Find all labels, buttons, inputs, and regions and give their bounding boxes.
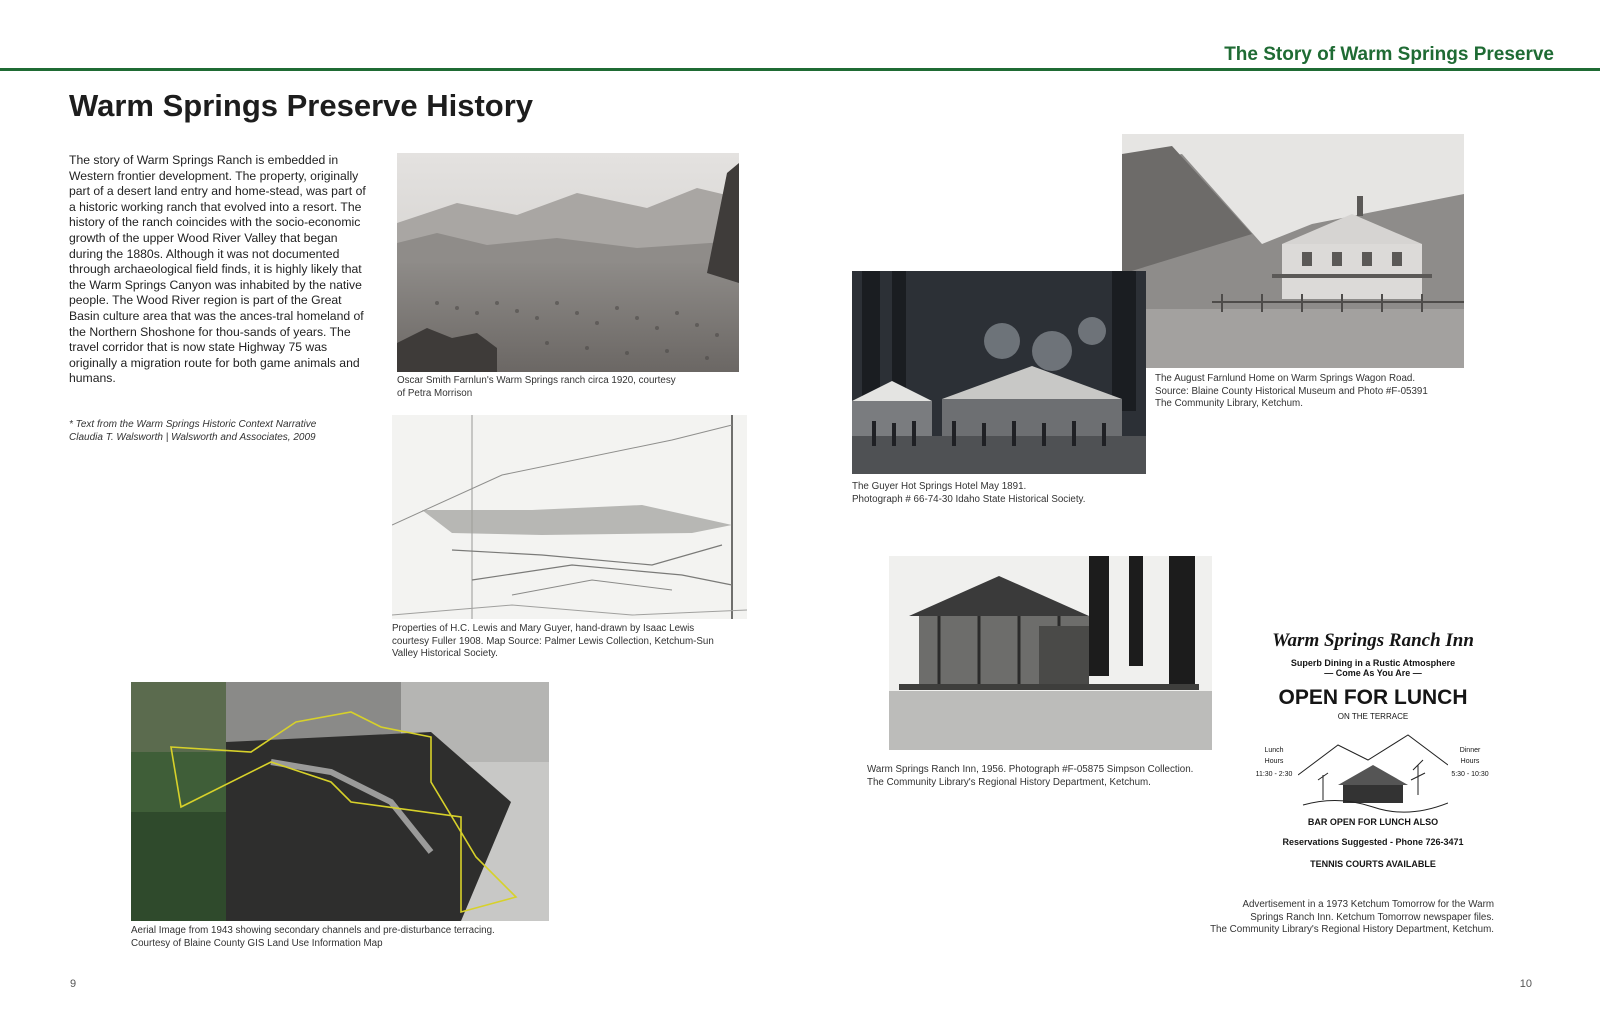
caption-line: of Petra Morrison — [397, 387, 473, 399]
caption-line: The Community Library, Ketchum. — [1155, 398, 1303, 409]
aerial-1943-photo — [131, 682, 549, 921]
ad-bar-notice: BAR OPEN FOR LUNCH ALSO — [1307, 817, 1439, 827]
ad-lunch-label-2: Hours — [1264, 758, 1284, 765]
map-1908-caption — [392, 623, 752, 661]
caption-line: Source: Blaine County Historical Museum and Photo #F-05391 — [1155, 385, 1428, 397]
ranch-1920-caption — [397, 375, 737, 400]
ad-lunch-label: Lunch — [1264, 747, 1284, 754]
footnote-line-2: Claudia T. Walsworth | Walsworth and Associates, 2009 — [69, 432, 316, 443]
caption-line: The August Farnlund Home on Warm Springs Wagon Road. — [1155, 373, 1416, 384]
intro-paragraph: The story of Warm Springs Ranch is embedded in Western frontier development. The property, originally part of a desert land entry and home-stead, was part of a historic working ranch that evolved into a resort. The history of the ranch coincides with the socio-economic growth of the upper Wood River Valley that began during the 1880s. Although it was not documented through archaeological field finds, it is highly likely that the Warm Springs Canyon was inhabited by the native people. The Wood River region is part of the Great Basin culture area that was the ances-tral homeland of the Northern Shoshone for thou-sands of years. The travel corridor that is now state Highway 75 was originally a migration route for both game animals and humans. — [69, 153, 366, 386]
page-number-right: 10 — [1519, 978, 1532, 990]
ad-dinner-hours: 5:30 - 10:30 — [1451, 771, 1489, 778]
farnlund-home-photo — [1122, 134, 1464, 368]
caption-line: The Community Library's Regional History Department, Ketchum. — [867, 776, 1151, 788]
advertisement-caption — [1150, 899, 1494, 937]
caption-line: The Community Library's Regional History Department, Ketchum. — [1210, 924, 1494, 935]
ad-inn-name: Warm Springs Ranch Inn — [1272, 630, 1474, 651]
ad-tagline-2: — Come As You Are — — [1324, 668, 1422, 678]
caption-line: courtesy Fuller 1908. Map Source: Palmer Lewis Collection, Ketchum-Sun — [392, 635, 714, 647]
lewis-guyer-map — [392, 415, 747, 619]
caption-line: Oscar Smith Farnlun's Warm Springs ranch circa 1920, courtesy — [397, 375, 676, 386]
page-title: Warm Springs Preserve History — [69, 88, 534, 123]
caption-line: Properties of H.C. Lewis and Mary Guyer, hand-drawn by Isaac Lewis — [392, 623, 695, 634]
caption-line: Warm Springs Ranch Inn, 1956. Photograph #F-05875 Simpson Collection. — [867, 764, 1194, 775]
page-number-left: 9 — [70, 978, 77, 990]
caption-line: Valley Historical Society. — [392, 648, 498, 659]
caption-line: Advertisement in a 1973 Ketchum Tomorrow for the Warm — [1242, 899, 1494, 910]
ad-dinner-label-2: Hours — [1460, 758, 1480, 765]
caption-line: Springs Ranch Inn. Ketchum Tomorrow newspaper files. — [1250, 911, 1494, 923]
ad-dinner-hours-block — [1448, 747, 1492, 778]
ad-lunch-hours-block — [1254, 747, 1294, 778]
aerial-1943-caption — [131, 925, 561, 950]
ranch-inn-1956-caption — [867, 764, 1227, 789]
ad-subheadline: ON THE TERRACE — [1337, 712, 1409, 721]
ad-inn-sketch — [1298, 725, 1448, 813]
footnote — [69, 418, 369, 444]
footnote-line-1: * Text from the Warm Springs Historic Context Narrative — [69, 419, 317, 430]
guyer-hotel-caption — [852, 481, 1152, 506]
warm-springs-ranch-inn-advertisement — [1254, 628, 1492, 890]
caption-line: Courtesy of Blaine County GIS Land Use Information Map — [131, 937, 383, 949]
ad-tagline: Superb Dining in a Rustic Atmosphere — [1290, 658, 1456, 668]
ranch-inn-1956-photo — [889, 556, 1212, 750]
guyer-hotel-photo — [852, 271, 1146, 474]
ad-dinner-label: Dinner — [1459, 747, 1481, 754]
ranch-1920-photo — [397, 153, 739, 372]
farnlund-home-caption — [1155, 373, 1475, 411]
ad-headline: OPEN FOR LUNCH — [1278, 686, 1468, 709]
ad-reservations: Reservations Suggested - Phone 726-3471 — [1282, 837, 1464, 847]
ad-tennis: TENNIS COURTS AVAILABLE — [1310, 859, 1436, 869]
caption-line: Photograph # 66-74-30 Idaho State Historical Society. — [852, 493, 1086, 505]
caption-line: Aerial Image from 1943 showing secondary channels and pre-disturbance terracing. — [131, 925, 495, 936]
ad-lunch-hours: 11:30 - 2:30 — [1255, 771, 1293, 778]
header-rule — [0, 68, 1600, 71]
caption-line: The Guyer Hot Springs Hotel May 1891. — [852, 481, 1027, 492]
running-header-title: The Story of Warm Springs Preserve — [1224, 44, 1554, 65]
